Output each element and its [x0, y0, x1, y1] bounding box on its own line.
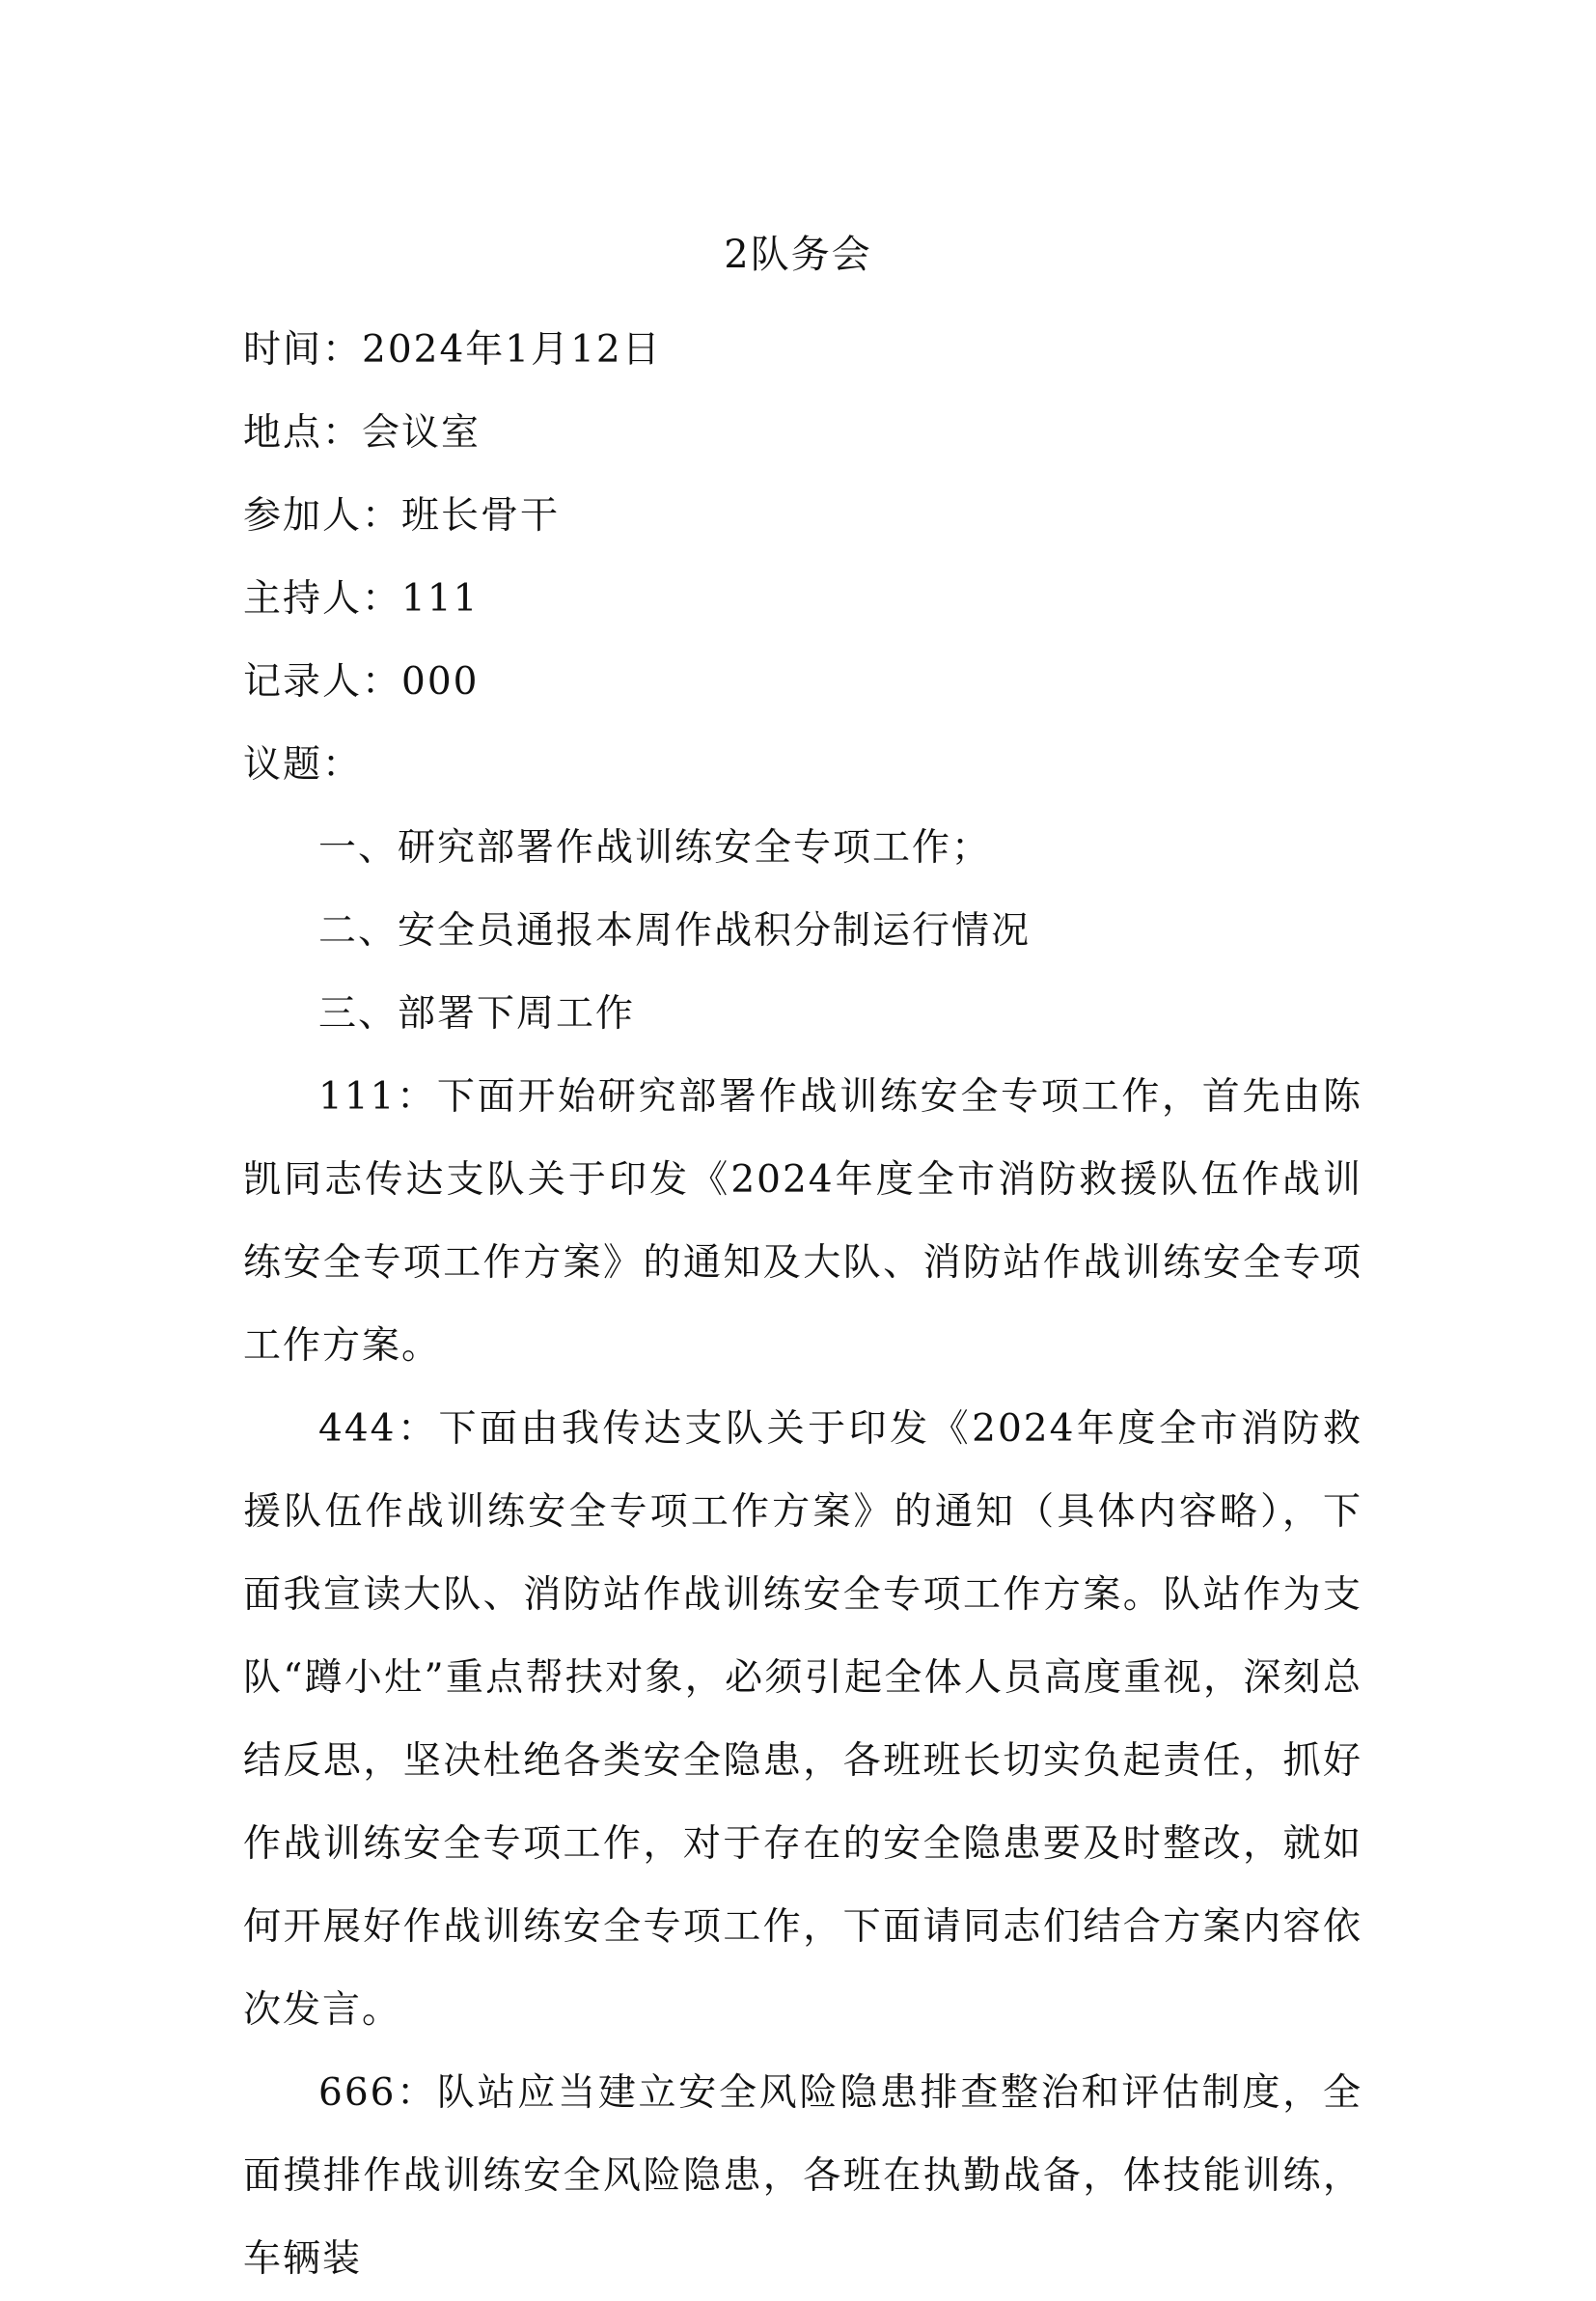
meeting-host: 主持人：111	[243, 577, 480, 621]
agenda-item: 一、研究部署作战训练安全专项工作；	[318, 826, 992, 870]
discussion-paragraph: 444：下面由我传达支队关于印发《2024年度全市消防救援队伍作战训练安全专项工作方案》的通知（具体内容略），下面我宣读大队、消防站作战训练安全专项工作方案。队站作为支队“蹲小灶”重点帮扶对象，必须引起全体人员高度重视，深刻总结反思，坚决杜绝各类安全隐患，各班班长切实负起责任，抓好作战训练安全专项工作，对于存在的安全隐患要及时整改，就如何开展好作战训练安全专项工作，下面请同志们结合方案内容依次发言。	[243, 1407, 1362, 2032]
agenda-label: 议题：	[243, 743, 363, 787]
document-title: 2队务会	[724, 233, 872, 277]
meeting-location: 地点：会议室	[243, 411, 482, 455]
meeting-participants: 参加人：班长骨干	[243, 494, 561, 538]
agenda-item: 二、安全员通报本周作战积分制运行情况	[318, 909, 1032, 953]
agenda-item: 三、部署下周工作	[318, 992, 636, 1036]
meeting-recorder: 记录人：000	[243, 660, 480, 704]
document-body	[243, 309, 1362, 2301]
discussion-paragraph: 111：下面开始研究部署作战训练安全专项工作，首先由陈凯同志传达支队关于印发《2024年度全市消防救援队伍作战训练安全专项工作方案》的通知及大队、消防站作战训练安全专项工作方案。	[243, 1075, 1362, 1368]
discussion-paragraph: 666：队站应当建立安全风险隐患排查整治和评估制度，全面摸排作战训练安全风险隐患，各班在执勤战备，体技能训练，车辆装	[243, 2071, 1362, 2281]
meeting-time: 时间：2024年1月12日	[243, 328, 662, 372]
